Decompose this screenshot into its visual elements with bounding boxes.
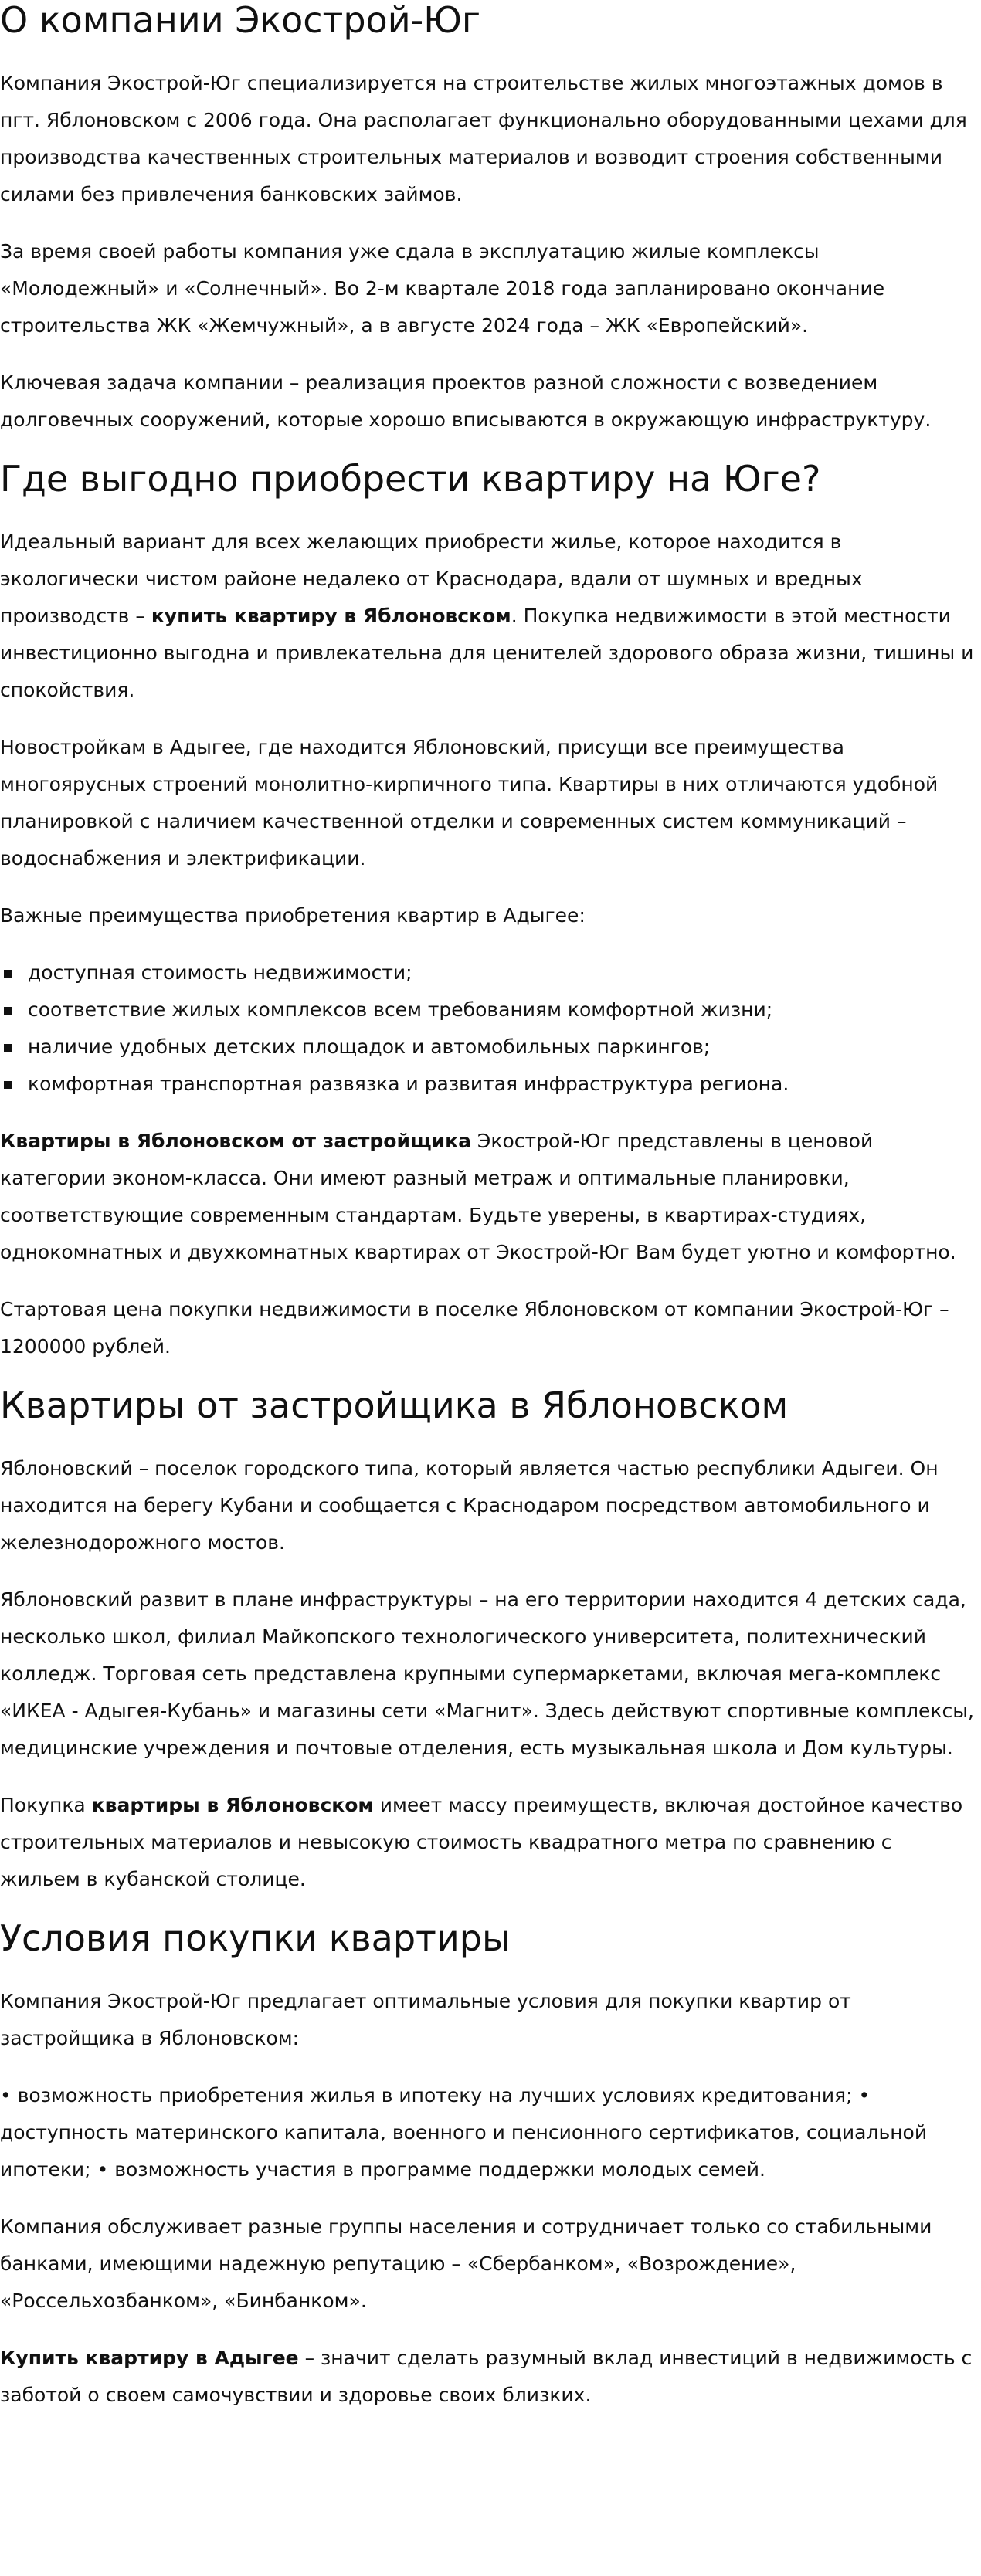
paragraph: Ключевая задача компании – реализация проектов разной сложности с возведением долговечных сооружений, которые хорошо вписываются в окружающую инфраструктуру. bbox=[0, 371, 932, 431]
paragraph bbox=[0, 1123, 978, 1271]
bold-keyword: Квартиры в Яблоновском от застройщика bbox=[0, 1130, 471, 1152]
paragraph: Компания Экострой-Юг специализируется на строительстве жилых многоэтажных домов в пгт. Яблоновском с 2006 года. Она располагает функционально оборудованными цехами для производства качественных строительных материалов и возводит строения собственными силами без привлечения банковских займов. bbox=[0, 72, 967, 205]
section-heading: Квартиры от застройщика в Яблоновском bbox=[0, 1385, 789, 1426]
page-title: О компании Экострой-Юг bbox=[0, 0, 481, 41]
paragraph: За время своей работы компания уже сдала в эксплуатацию жилые комплексы «Молодежный» и «Солнечный». Во 2-м квартале 2018 года запланировано окончание строительства ЖК «Жемчужный», а в августе 2024 года – ЖК «Европейский». bbox=[0, 240, 885, 337]
square-bullet-icon bbox=[4, 1081, 12, 1089]
list-item bbox=[0, 1029, 981, 1066]
paragraph: Компания Экострой-Юг предлагает оптимальные условия для покупки квартир от застройщика в Яблоновском: bbox=[0, 1990, 851, 2049]
paragraph: Яблоновский развит в плане инфраструктуры – на его территории находится 4 детских сада, несколько школ, филиал Майкопского технологического университета, политехнический колледж. Торговая сеть представлена крупными супермаркетами, включая мега-комплекс «ИКЕА - Адыгея-Кубань» и магазины сети «Магнит». Здесь действуют спортивные комплексы, медицинские учреждения и почтовые отделения, есть музыкальная школа и Дом культуры. bbox=[0, 1588, 974, 1759]
text-run: Экострой-Юг представлены в ценовой категории эконом-класса. Они имеют разный метраж и оптимальные планировки, соответствующие современным стандартам. Будьте уверены, в квартирах-студиях, однокомнатных и двухкомнатных квартирах от Экострой-Юг Вам будет уютно и комфортно. bbox=[0, 1130, 956, 1263]
list-item bbox=[0, 1066, 981, 1103]
paragraph bbox=[0, 1787, 978, 1898]
paragraph: Важные преимущества приобретения квартир в Адыгее: bbox=[0, 904, 586, 927]
square-bullet-icon bbox=[4, 1044, 12, 1052]
bold-keyword: купить квартиру в Яблоновском bbox=[151, 605, 511, 627]
paragraph: Компания обслуживает разные группы населения и сотрудничает только со стабильными банками, имеющими надежную репутацию – «Сбербанком», «Возрождение», «Россельхозбанком», «Бинбанком». bbox=[0, 2215, 932, 2312]
list-item bbox=[0, 954, 981, 991]
list-item-text: соответствие жилых комплексов всем требованиям комфортной жизни; bbox=[28, 998, 773, 1021]
list-item bbox=[0, 991, 981, 1029]
text-run: имеет массу преимуществ, включая достойное качество строительных материалов и невысокую стоимость квадратного метра по сравнению с жильем в кубанской столице. bbox=[0, 1794, 963, 1890]
text-run: – значит сделать разумный вклад инвестиций в недвижимость с заботой о своем самочувствии и здоровье своих близких. bbox=[0, 2347, 973, 2406]
text-run: Идеальный вариант для всех желающих приобрести жилье, которое находится в экологически чистом районе недалеко от Краснодара, вдали от шумных и вредных производств – bbox=[0, 530, 863, 627]
section-heading: Где выгодно приобрести квартиру на Юге? bbox=[0, 458, 821, 500]
section-heading: Условия покупки квартиры bbox=[0, 1917, 511, 1959]
bold-keyword: квартиры в Яблоновском bbox=[91, 1794, 374, 1816]
section-developer-apartments bbox=[0, 1385, 981, 1898]
paragraph: Яблоновский – поселок городского типа, который является частью республики Адыгеи. Он находится на берегу Кубани и сообщается с Краснодаром посредством автомобильного и железнодорожного мостов. bbox=[0, 1457, 939, 1554]
list-item-text: доступная стоимость недвижимости; bbox=[28, 961, 412, 984]
square-bullet-icon bbox=[4, 970, 12, 978]
section-about bbox=[0, 0, 981, 439]
paragraph: Стартовая цена покупки недвижимости в поселке Яблоновском от компании Экострой-Юг – 1200000 рублей. bbox=[0, 1298, 949, 1357]
paragraph bbox=[0, 524, 978, 709]
bold-keyword: Купить квартиру в Адыгее bbox=[0, 2347, 299, 2369]
text-run: . Покупка недвижимости в этой местности инвестиционно выгодна и привлекательна для ценителей здорового образа жизни, тишины и спокойствия. bbox=[0, 605, 974, 701]
list-item-text: наличие удобных детских площадок и автомобильных паркингов; bbox=[28, 1035, 711, 1058]
text-run: Покупка bbox=[0, 1794, 92, 1816]
advantages-list bbox=[0, 954, 981, 1103]
paragraph bbox=[0, 2340, 978, 2414]
section-purchase-conditions bbox=[0, 1918, 981, 2414]
list-item-text: комфортная транспортная развязка и развитая инфраструктура региона. bbox=[28, 1073, 789, 1095]
paragraph: • возможность приобретения жилья в ипотеку на лучших условиях кредитования; • доступность материнского капитала, военного и пенсионного сертификатов, социальной ипотеки; • возможность участия в программе поддержки молодых семей. bbox=[0, 2084, 928, 2181]
paragraph: Новостройкам в Адыгее, где находится Яблоновский, присущи все преимущества многоярусных строений монолитно-кирпичного типа. Квартиры в них отличаются удобной планировкой с наличием качественной отделки и современных систем коммуникаций – водоснабжения и электрификации. bbox=[0, 736, 939, 869]
section-where-to-buy bbox=[0, 459, 981, 1365]
square-bullet-icon bbox=[4, 1007, 12, 1015]
